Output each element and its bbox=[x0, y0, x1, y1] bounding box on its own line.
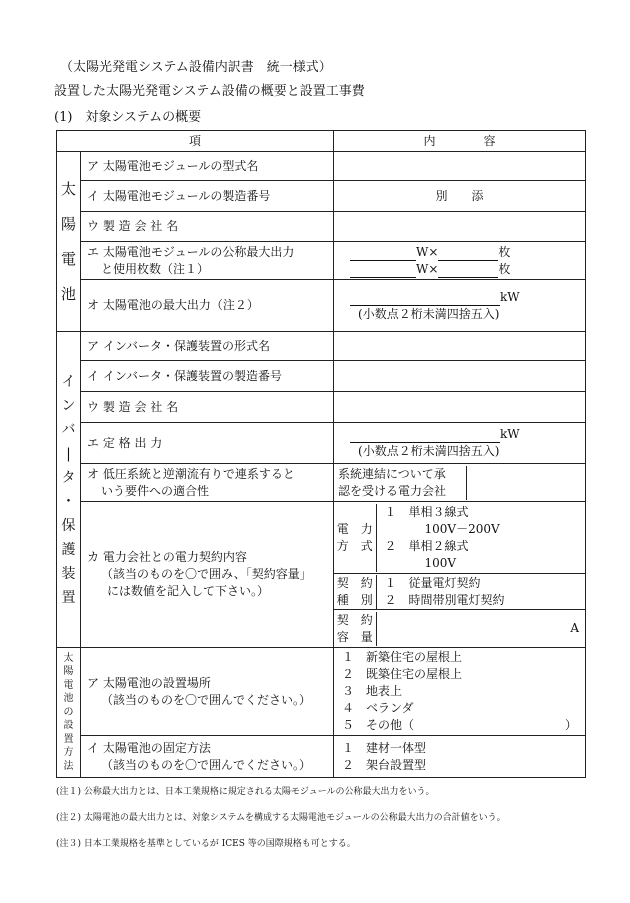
place-option-3[interactable]: ３ 地表上 bbox=[342, 684, 403, 698]
inverter-rated-field bbox=[334, 423, 586, 464]
vertical-char: 池 bbox=[60, 284, 76, 303]
type-label-line2: 種 別 bbox=[336, 592, 373, 607]
place-option-5-row bbox=[342, 717, 585, 734]
vertical-char: 法 bbox=[63, 760, 74, 772]
watt-unit: W× bbox=[416, 244, 439, 259]
method-option-1-voltage: 100V－200V bbox=[424, 521, 500, 536]
contract-type-cell bbox=[334, 574, 586, 610]
vertical-char: 置 bbox=[61, 589, 76, 606]
contract-type-options bbox=[376, 575, 585, 609]
note-3: (注３) 日本工業規格を基準としているが ICES 等の国際規格も可とする。 bbox=[56, 839, 356, 849]
method-label-line2: 方 式 bbox=[336, 538, 373, 553]
solar-power-label-line2: と使用枚数（注１） bbox=[101, 261, 210, 276]
vertical-char: 池 bbox=[63, 693, 74, 705]
header-item: 項 bbox=[57, 131, 334, 152]
table-row bbox=[57, 736, 586, 778]
system-overview-table bbox=[56, 130, 586, 778]
round-note: (小数点２桁未満四捨五入) bbox=[358, 444, 500, 458]
inverter-model-label: ア インバータ・保護装置の形式名 bbox=[81, 332, 334, 361]
install-place-label bbox=[81, 648, 334, 736]
method-option-2-voltage: 100V bbox=[424, 555, 457, 570]
table-row bbox=[57, 464, 586, 502]
vertical-char: イ bbox=[61, 373, 76, 390]
table-row bbox=[57, 280, 586, 332]
solar-serial-value: 別 添 bbox=[334, 181, 586, 212]
method-option-1[interactable]: １ 単相３線式 bbox=[384, 504, 469, 519]
contract-type-label bbox=[334, 575, 376, 609]
vertical-char: 護 bbox=[61, 541, 76, 558]
count-input-2[interactable] bbox=[438, 263, 498, 278]
install-place-line1: ア 太陽電池の設置場所 bbox=[87, 675, 211, 690]
contract-label-line1: カ 電力会社との電力契約内容 bbox=[87, 550, 247, 564]
solar-maker-label: ウ 製 造 会 社 名 bbox=[81, 212, 334, 242]
vertical-char: ・ bbox=[61, 493, 76, 510]
table-row bbox=[57, 181, 586, 212]
method-label-line1: 電 力 bbox=[336, 521, 373, 536]
round-note: (小数点２桁未満四捨五入) bbox=[358, 306, 500, 321]
ampere-unit: A bbox=[570, 621, 580, 635]
table-row bbox=[57, 361, 586, 392]
solar-maxout-label: オ 太陽電池の最大出力（注２） bbox=[81, 280, 334, 332]
grid-connection-label bbox=[81, 464, 334, 502]
inverter-model-field[interactable] bbox=[334, 332, 586, 361]
inverter-serial-field[interactable] bbox=[334, 361, 586, 392]
install-place-options bbox=[334, 648, 586, 736]
grid-label-line1: オ 低圧系統と逆潮流有りで連系すると bbox=[87, 466, 295, 481]
vertical-char: 設 bbox=[63, 720, 74, 732]
count-input-1[interactable] bbox=[438, 246, 498, 261]
cap-label-line1: 契 約 bbox=[336, 612, 373, 627]
grid-connection-field bbox=[334, 464, 586, 502]
vertical-char: 方 bbox=[63, 747, 74, 759]
vertical-char: 陽 bbox=[63, 666, 74, 678]
table-row bbox=[57, 423, 586, 464]
inverter-maker-field[interactable] bbox=[334, 392, 586, 423]
solar-maker-field[interactable] bbox=[334, 212, 586, 242]
watt-input-1[interactable] bbox=[350, 246, 416, 261]
sheet-unit: 枚 bbox=[498, 244, 511, 259]
solar-model-field[interactable] bbox=[334, 152, 586, 181]
solar-maxout-field bbox=[334, 280, 586, 332]
fix-option-2[interactable]: ２ 架台設置型 bbox=[342, 757, 427, 772]
table-row bbox=[57, 242, 586, 280]
doc-title: （太陽光発電システム設備内訳書 統一様式） bbox=[60, 60, 332, 75]
contract-capacity-field[interactable] bbox=[376, 612, 585, 646]
note-1: (注１) 公称最大出力とは、日本工業規格に規定される太陽モジュールの公称最大出力をいう。 bbox=[56, 787, 435, 797]
watt-unit: W× bbox=[416, 261, 439, 276]
grid-company-label bbox=[334, 466, 466, 500]
inverter-rated-label: エ 定 格 出 力 bbox=[81, 423, 334, 464]
grid-company-field[interactable] bbox=[466, 466, 585, 500]
fix-method-line2: （該当のものを〇で囲んでください。） bbox=[101, 757, 312, 772]
power-method-cell bbox=[334, 502, 586, 574]
place-option-2[interactable]: ２ 既築住宅の屋根上 bbox=[342, 667, 463, 681]
page-heading: 設置した太陽光発電システム設備の概要と設置工事費 bbox=[54, 84, 365, 99]
solar-power-field bbox=[334, 242, 586, 280]
inverter-maker-label: ウ 製 造 会 社 名 bbox=[81, 392, 334, 423]
vertical-char: 装 bbox=[61, 565, 76, 582]
table-header-row bbox=[57, 131, 586, 152]
solar-power-label-line1: エ 太陽電池モジュールの公称最大出力 bbox=[87, 244, 295, 259]
grid-cell-line1: 系統連結について承 bbox=[338, 466, 446, 481]
grid-cell-line2: 認を受ける電力会社 bbox=[338, 483, 447, 498]
vertical-char: 保 bbox=[61, 517, 76, 534]
contract-type-option-2[interactable]: ２ 時間帯別電灯契約 bbox=[384, 592, 505, 607]
sheet-unit: 枚 bbox=[498, 261, 511, 276]
vertical-char: タ bbox=[61, 469, 76, 486]
header-content: 内 容 bbox=[334, 131, 586, 152]
fix-method-label bbox=[81, 736, 334, 778]
install-place-line2: （該当のものを〇で囲んでください。） bbox=[101, 692, 312, 707]
vertical-char: 電 bbox=[60, 249, 76, 268]
watt-input-2[interactable] bbox=[350, 263, 416, 278]
power-method-label bbox=[334, 504, 376, 572]
solar-power-label bbox=[81, 242, 334, 280]
place-option-4[interactable]: ４ ベランダ bbox=[342, 701, 414, 715]
vertical-char: | bbox=[66, 445, 71, 462]
grid-label-line2: いう要件への適合性 bbox=[101, 483, 210, 498]
vertical-char: 太 bbox=[60, 179, 76, 198]
table-row bbox=[57, 648, 586, 736]
kw-unit: kW bbox=[500, 289, 520, 304]
table-row bbox=[57, 502, 586, 574]
contract-label-line2: （該当のものを〇で囲み、「契約容量」 bbox=[101, 567, 312, 581]
contract-label bbox=[81, 502, 334, 648]
fix-option-1[interactable]: １ 建材一体型 bbox=[342, 740, 427, 755]
kw-input[interactable] bbox=[350, 428, 500, 443]
contract-capacity-label bbox=[334, 612, 376, 646]
type-label-line1: 契 約 bbox=[336, 575, 373, 590]
solar-model-label: ア 太陽電池モジュールの型式名 bbox=[81, 152, 334, 181]
contract-capacity-cell bbox=[334, 610, 586, 648]
table-row bbox=[57, 212, 586, 242]
vertical-char: 電 bbox=[63, 679, 74, 691]
section-title: (1) 対象システムの概要 bbox=[54, 110, 202, 125]
solar-serial-label: イ 太陽電池モジュールの製造番号 bbox=[81, 181, 334, 212]
place-option-5[interactable]: ５ その他（ bbox=[342, 718, 415, 732]
inverter-group-label bbox=[57, 332, 81, 648]
vertical-char: ン bbox=[61, 397, 76, 414]
inverter-serial-label: イ インバータ・保護装置の製造番号 bbox=[81, 361, 334, 392]
fix-method-options bbox=[334, 736, 586, 778]
fix-method-line1: イ 太陽電池の固定方法 bbox=[87, 740, 211, 755]
table-row bbox=[57, 332, 586, 361]
kw-input[interactable] bbox=[350, 291, 500, 306]
method-option-2[interactable]: ２ 単相２線式 bbox=[384, 538, 469, 553]
place-option-5-close: ） bbox=[565, 718, 578, 732]
vertical-char: 陽 bbox=[60, 214, 76, 233]
power-method-options bbox=[376, 504, 585, 572]
place-option-1[interactable]: １ 新築住宅の屋根上 bbox=[342, 650, 463, 664]
kw-unit: kW bbox=[500, 427, 520, 441]
contract-label-line3: には数値を記入して下さい。） bbox=[107, 584, 270, 598]
vertical-char: バ bbox=[61, 421, 76, 438]
table-row bbox=[57, 392, 586, 423]
cap-label-line2: 容 量 bbox=[336, 629, 373, 644]
vertical-char: 置 bbox=[63, 733, 74, 745]
note-2: (注２) 太陽電池の最大出力とは、対象システムを構成する太陽電池モジュールの公称最大出力の合計値をいう。 bbox=[56, 813, 506, 823]
contract-type-option-1[interactable]: １ 従量電灯契約 bbox=[384, 575, 481, 590]
install-group-label bbox=[57, 648, 81, 778]
vertical-char: の bbox=[63, 706, 74, 718]
vertical-char: 太 bbox=[63, 652, 74, 664]
table-row bbox=[57, 152, 586, 181]
solar-cell-group-label bbox=[57, 152, 81, 332]
